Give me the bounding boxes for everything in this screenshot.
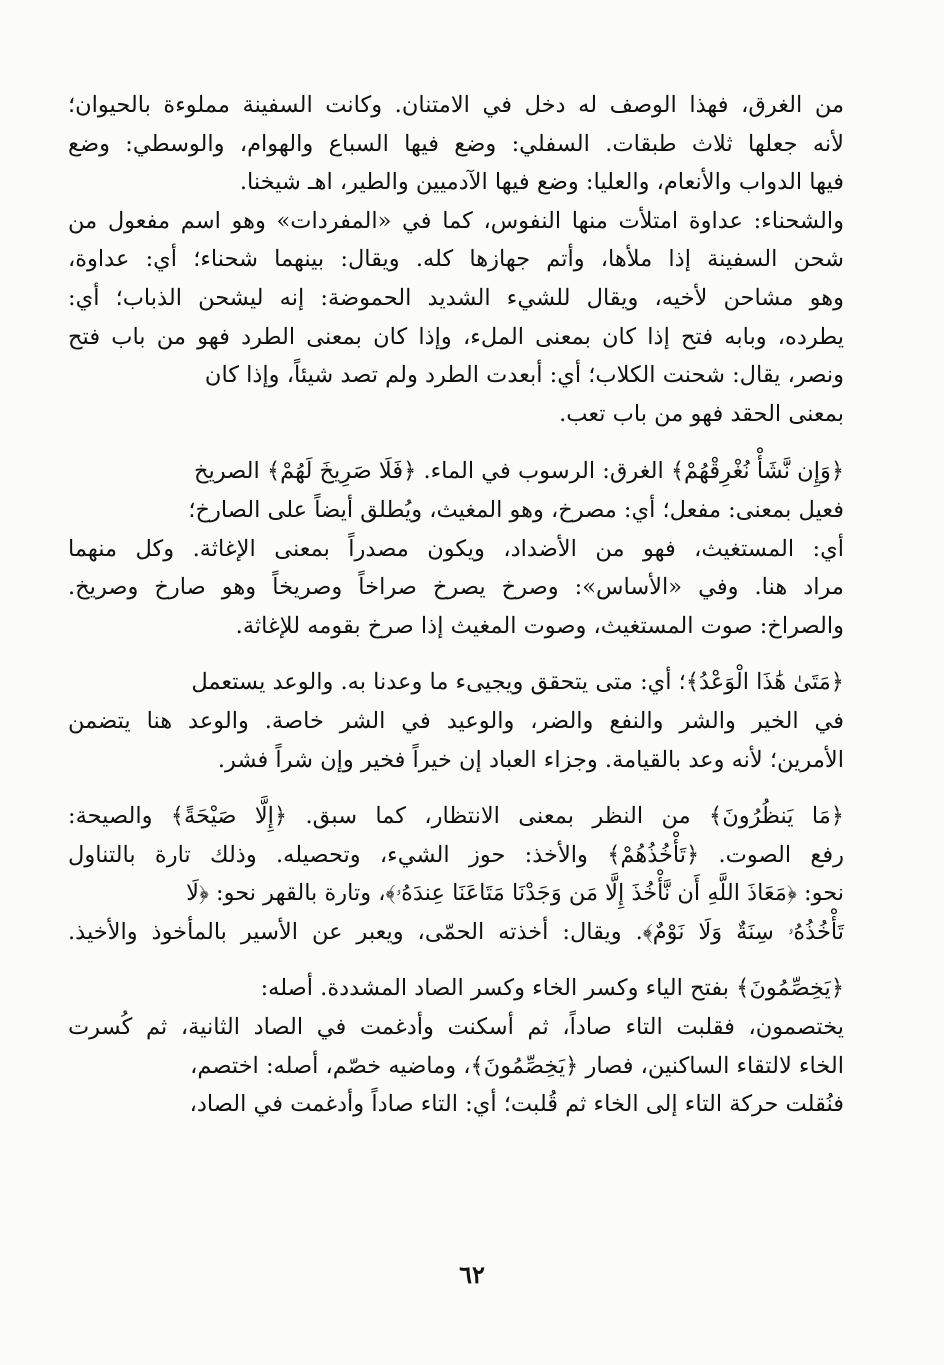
text-line: رفع الصوت. ﴿تَأْخُذُهُمْ﴾ والأخذ: حوز الشيء، وتحصيله. وذلك تارة بالتناول [68, 841, 844, 868]
paragraph-2 [68, 452, 844, 645]
text-line: يطرده، وبابه فتح إذا كان بمعنى الملء، وإذا كان بمعنى الطرد فهو من باب فتح [68, 323, 844, 350]
text-line: وهو مشاحن لأخيه، ويقال للشيء الشديد الحموضة: إنه ليشحن الذباب؛ أي: [68, 284, 844, 311]
text-line: بمعنى الحقد فهو من باب تعب. [559, 400, 844, 427]
text-line: والصراخ: صوت المستغيث، وصوت المغيث إذا صرخ بقومه للإغاثة. [235, 612, 844, 639]
paragraph-1 [68, 86, 844, 433]
paragraph-3 [68, 663, 844, 779]
text-line: في الخير والشر والنفع والضر، والوعيد في الشر خاصة. والوعد هنا يتضمن [68, 707, 844, 734]
text-line: من الغرق، فهذا الوصف له دخل في الامتنان. وكانت السفينة مملوءة بالحيوان؛ [68, 92, 844, 118]
text-line: يختصمون، فقلبت التاء صاداً، ثم أسكنت وأدغمت في الصاد الثانية، ثم كُسرت [68, 1014, 844, 1041]
text-line: ﴿يَخِصِّمُونَ﴾ بفتح الياء وكسر الخاء وكسر الصاد المشددة. أصله: [260, 975, 844, 1002]
text-line: الخاء لالتقاء الساكنين، فصار ﴿يَخِصِّمُونَ﴾، وماضيه خصّم، أصله: اختصم، [190, 1052, 844, 1079]
text-line: أي: المستغيث، فهو من الأضداد، ويكون مصدراً بمعنى الإغاثة. وكل منهما [68, 535, 844, 562]
text-line: نحو: ﴿مَعَاذَ اللَّهِ أَن نَّأْخُذَ إِلَّا مَن وَجَدْنَا مَتَاعَنَا عِندَهُۥ﴾، وتارة بالقهر نحو: ﴿لَا [186, 880, 844, 907]
text-line: الأمرين؛ لأنه وعد بالقيامة. وجزاء العباد إن خيراً فخير وإن شراً فشر. [217, 746, 844, 773]
paragraph-4 [68, 797, 844, 951]
text-line: ﴿مَتَىٰ هَٰذَا الْوَعْدُ﴾؛ أي: متى يتحقق ويجيىء ما وعدنا به. والوعد يستعمل [191, 669, 844, 696]
text-line: فنُقلت حركة التاء إلى الخاء ثم قُلبت؛ أي: التاء صاداً وأدغمت في الصاد، [189, 1091, 844, 1118]
text-line: ﴿مَا يَنظُرُونَ﴾ من النظر بمعنى الانتظار، كما سبق. ﴿إِلَّا صَيْحَةً﴾ والصيحة: [68, 803, 844, 830]
text-line: فعيل بمعنى: مفعل؛ أي: مصرخ، وهو المغيث، ويُطلق أيضاً على الصارخ؛ [188, 496, 844, 523]
text-line: مراد هنا. وفي «الأساس»: وصرخ يصرخ صراخاً وصريخاً وهو صارخ وصريخ. [68, 574, 844, 601]
text-line: شحن السفينة إذا ملأها، وأتم جهازها كله. ويقال: بينهما شحناء؛ أي: عداوة، [68, 246, 844, 273]
text-line: ﴿وَإِن نَّشَأْ نُغْرِقْهُمْ﴾ الغرق: الرسوب في الماء. ﴿فَلَا صَرِيخَ لَهُمْ﴾ الصريخ [193, 458, 844, 485]
text-line: ونصر، يقال: شحنت الكلاب؛ أي: أبعدت الطرد ولم تصد شيئاً، وإذا كان [204, 362, 844, 389]
paragraph-5 [68, 969, 844, 1123]
page-number: ٦٢ [459, 1260, 485, 1289]
text-line: تَأْخُذُهُۥ سِنَةٌ وَلَا نَوْمٌ﴾. ويقال: أخذته الحمّى، ويعبر عن الأسير بالمأخوذ والأخيذ. [68, 918, 844, 945]
text-line: والشحناء: عداوة امتلأت منها النفوس، كما في «المفردات» وهو اسم مفعول من [68, 207, 844, 234]
text-line: فيها الدواب والأنعام، والعليا: وضع فيها الآدميين والطير، اهـ شيخنا. [239, 169, 844, 196]
text-line: لأنه جعلها ثلاث طبقات. السفلي: وضع فيها السباع والهوام، والوسطي: وضع [68, 130, 844, 157]
